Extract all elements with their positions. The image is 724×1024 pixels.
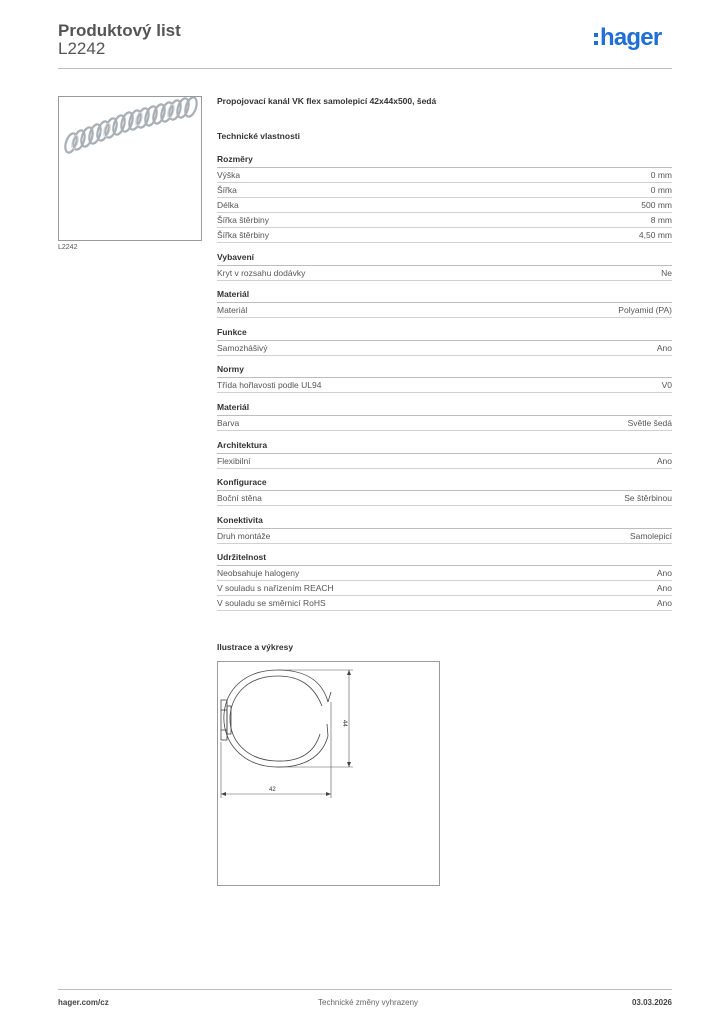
property-row — [217, 529, 672, 544]
property-label: Výška — [217, 170, 241, 180]
property-label: V souladu se směrnicí RoHS — [217, 598, 326, 609]
section-heading: Vybavení — [217, 249, 672, 266]
property-value: Ano — [656, 598, 672, 609]
property-section — [217, 512, 672, 544]
property-value: 4,50 mm — [638, 230, 672, 240]
property-value: Ano — [656, 568, 672, 579]
property-value: Světle šedá — [627, 417, 672, 428]
property-label: Třída hořlavosti podle UL94 — [217, 380, 322, 391]
photo-caption: L2242 — [58, 244, 78, 251]
property-label: Materiál — [217, 305, 248, 316]
header-divider — [58, 68, 672, 69]
section-heading: Udržitelnost — [217, 549, 672, 566]
property-value: Ne — [661, 267, 672, 278]
property-section — [217, 437, 672, 469]
footer-website-link[interactable]: hager.com/cz — [58, 998, 109, 1007]
footer-disclaimer: Technické změny vyhrazeny — [318, 998, 419, 1007]
property-label: V souladu s nařízením REACH — [217, 583, 334, 594]
tech-properties-heading: Technické vlastnosti — [217, 131, 300, 141]
property-row — [217, 566, 672, 581]
property-row — [217, 266, 672, 281]
property-label: Samozhášivý — [217, 342, 268, 353]
technical-drawing — [217, 661, 440, 886]
cross-section-drawing — [218, 662, 439, 885]
property-value: V0 — [661, 380, 672, 391]
property-row — [217, 596, 672, 611]
property-label: Barva — [217, 417, 240, 428]
property-label: Délka — [217, 200, 239, 210]
property-section — [217, 324, 672, 356]
spiral-tube-icon — [59, 97, 201, 240]
section-heading: Funkce — [217, 324, 672, 341]
footer-date: 03.03.2026 — [631, 998, 672, 1007]
property-row — [217, 303, 672, 318]
property-section — [217, 474, 672, 506]
property-row — [217, 198, 672, 213]
dimension-height-label: 44 — [341, 720, 347, 727]
illustrations-heading: Ilustrace a výkresy — [217, 642, 294, 652]
property-label: Šířka štěrbiny — [217, 215, 269, 225]
page-title: Produktový list — [58, 21, 181, 40]
property-label: Šířka — [217, 185, 237, 195]
property-row — [217, 491, 672, 506]
section-heading: Materiál — [217, 286, 672, 303]
property-section — [217, 361, 672, 393]
property-row — [217, 416, 672, 431]
property-label: Boční stěna — [217, 493, 262, 504]
property-label: Šířka štěrbiny — [217, 230, 269, 240]
property-label: Kryt v rozsahu dodávky — [217, 267, 306, 278]
section-heading: Normy — [217, 361, 672, 378]
property-value: 500 mm — [641, 200, 672, 210]
property-value: 8 mm — [650, 215, 672, 225]
product-description: Propojovací kanál VK flex samolepicí 42x44x500, šedá — [217, 96, 437, 106]
property-value: Ano — [656, 342, 672, 353]
property-row — [217, 581, 672, 596]
property-section — [217, 399, 672, 431]
property-row — [217, 378, 672, 393]
logo-dots-icon — [594, 33, 598, 49]
property-section — [217, 286, 672, 318]
property-value: 0 mm — [650, 185, 672, 195]
product-photo — [58, 96, 202, 241]
property-section — [217, 549, 672, 611]
property-label: Neobsahuje halogeny — [217, 568, 300, 579]
property-label: Druh montáže — [217, 530, 271, 541]
property-row — [217, 454, 672, 469]
section-heading: Rozměry — [217, 151, 672, 168]
property-value: Ano — [656, 583, 672, 594]
property-section — [217, 151, 672, 243]
logo-wordmark: hager — [600, 24, 662, 51]
product-code: L2242 — [58, 39, 106, 58]
property-value: Se štěrbinou — [624, 493, 672, 504]
property-row — [217, 228, 672, 243]
properties-table — [217, 151, 672, 617]
property-row — [217, 341, 672, 356]
property-value: Samolepicí — [629, 530, 672, 541]
property-row — [217, 168, 672, 183]
property-section — [217, 249, 672, 281]
section-heading: Architektura — [217, 437, 672, 454]
section-heading: Konfigurace — [217, 474, 672, 491]
property-value: Polyamid (PA) — [618, 305, 672, 316]
property-row — [217, 183, 672, 198]
section-heading: Materiál — [217, 399, 672, 416]
property-label: Flexibilní — [217, 455, 251, 466]
section-heading: Konektivita — [217, 512, 672, 529]
dimension-width-label: 42 — [269, 787, 276, 793]
property-row — [217, 213, 672, 228]
property-value: 0 mm — [650, 170, 672, 180]
footer-divider — [58, 989, 672, 990]
property-value: Ano — [656, 455, 672, 466]
